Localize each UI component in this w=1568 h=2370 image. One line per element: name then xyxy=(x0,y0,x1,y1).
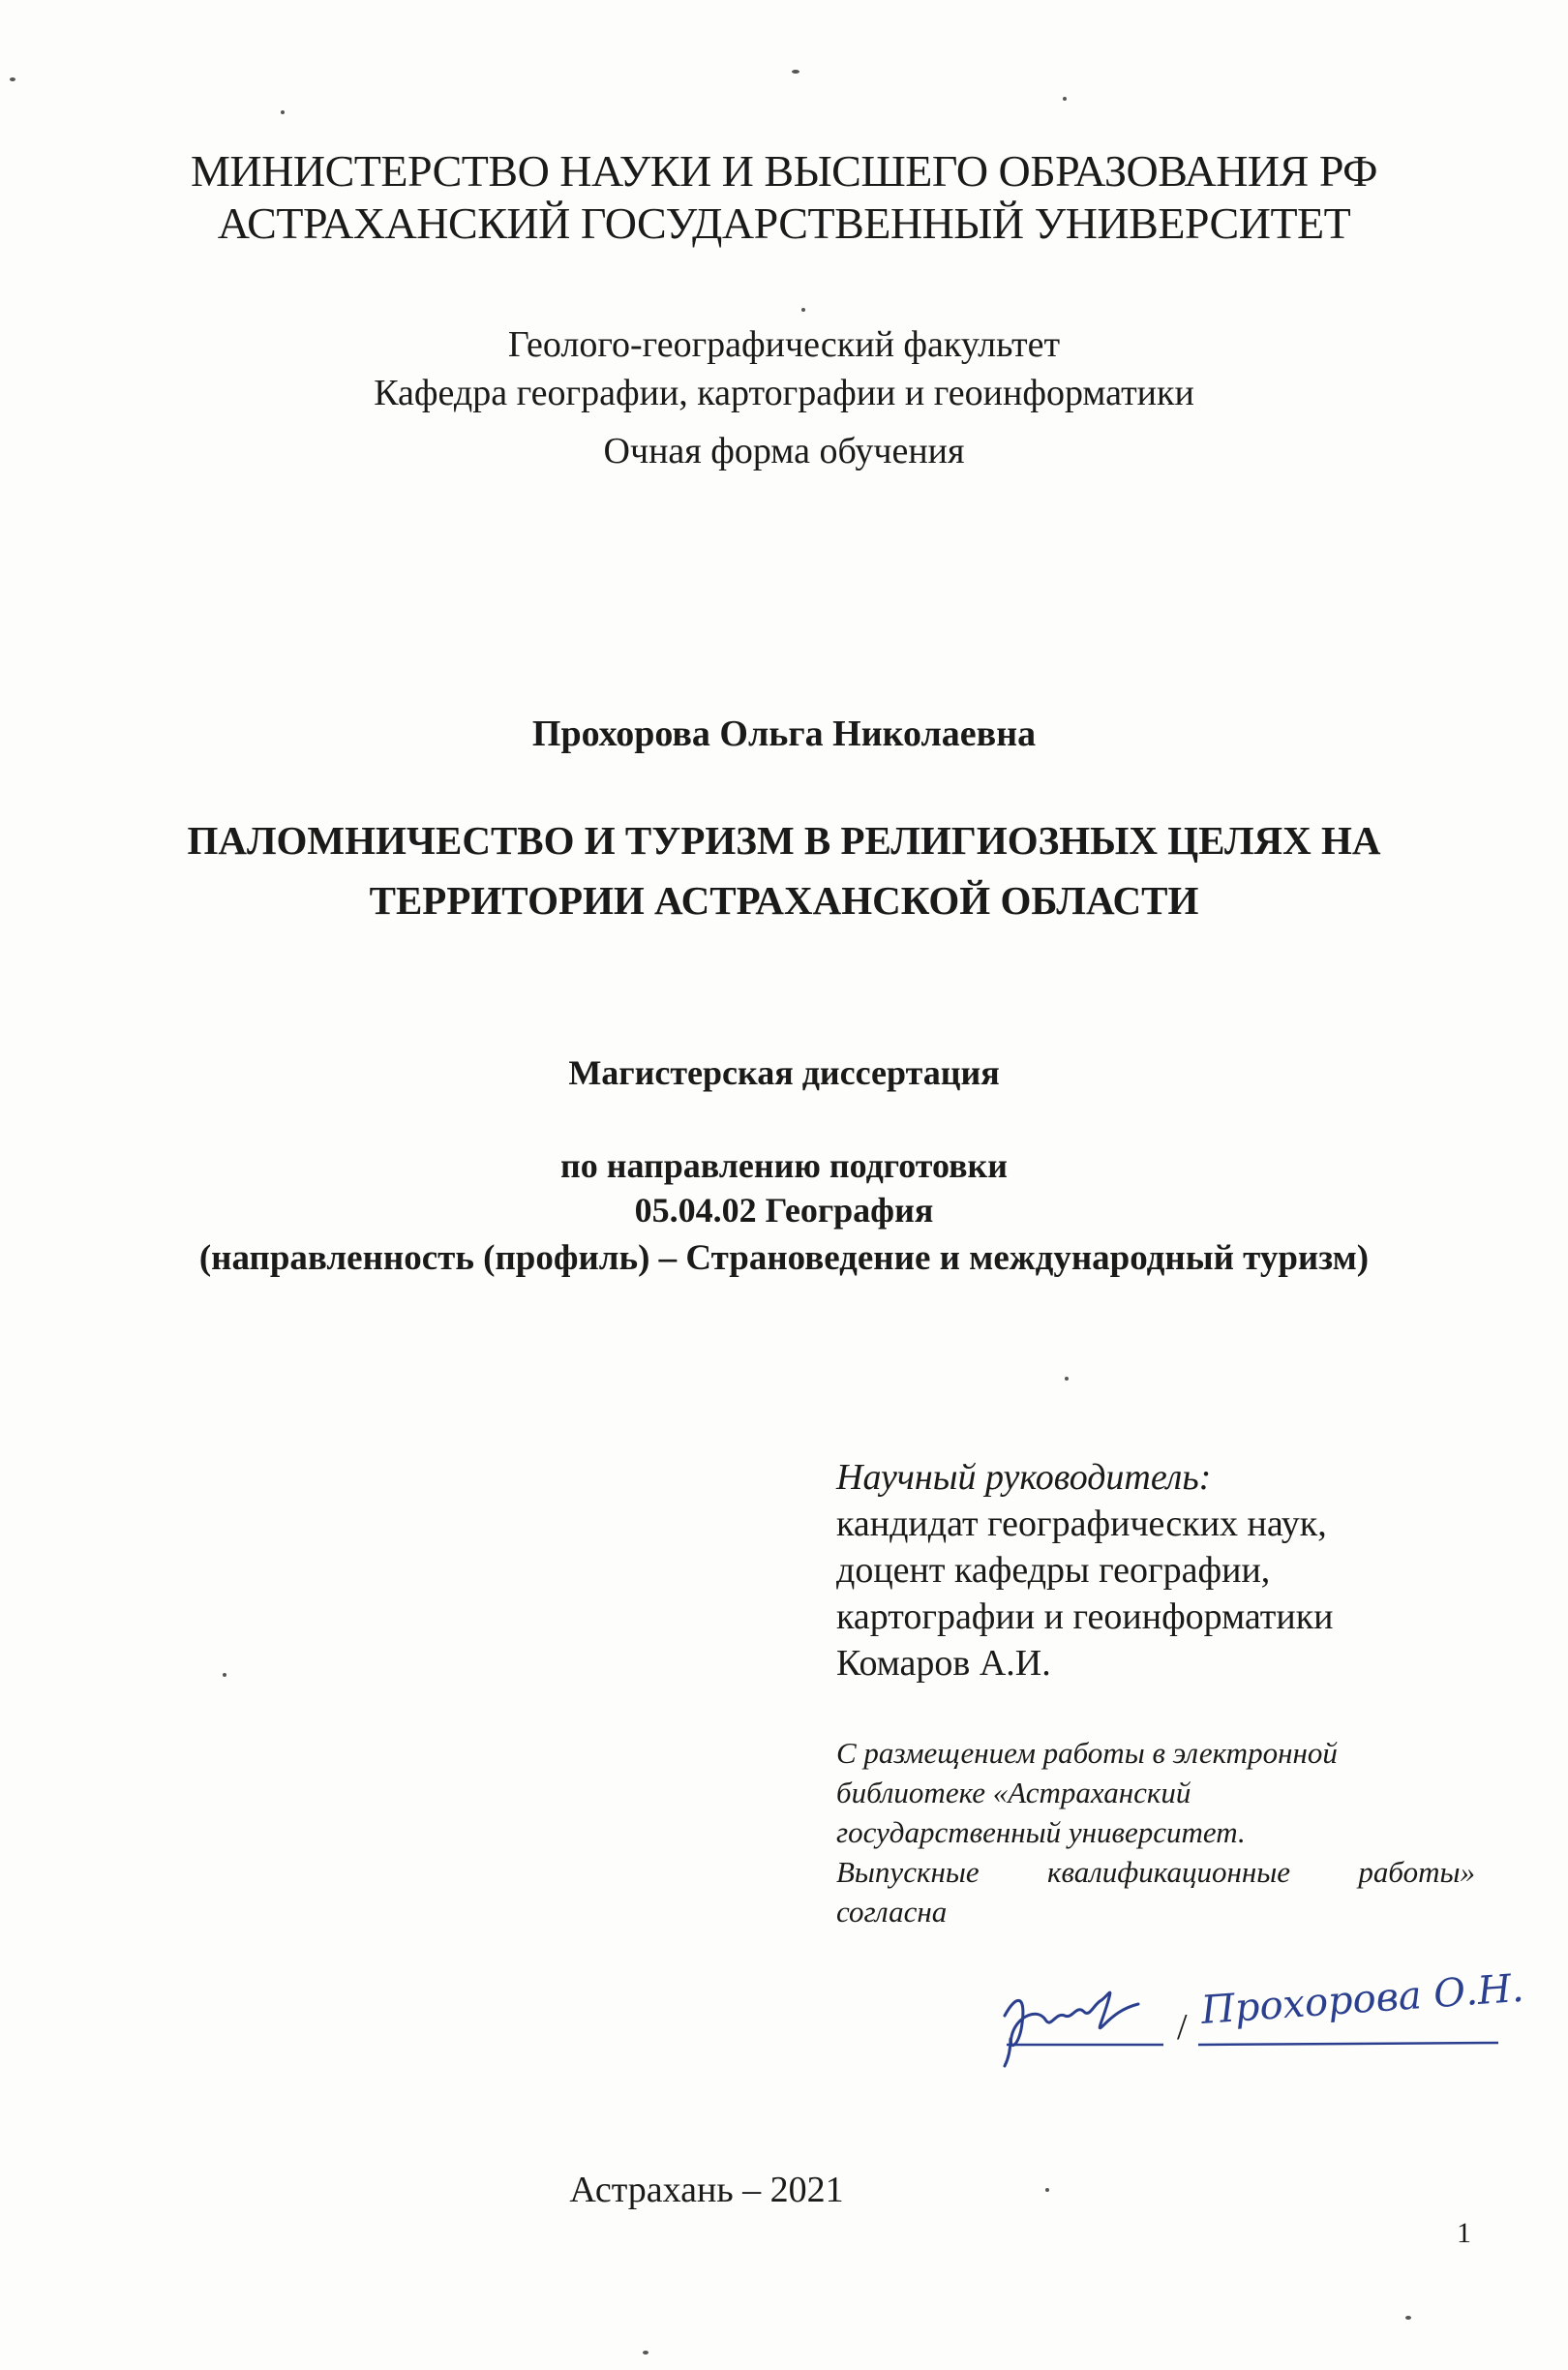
scan-speck xyxy=(1045,2188,1049,2192)
faculty-name: Геолого-географический факультет xyxy=(507,324,1061,365)
scan-speck xyxy=(1405,2316,1411,2320)
scan-speck xyxy=(792,70,799,74)
ministry-heading: МИНИСТЕРСТВО НАУКИ И ВЫСШЕГО ОБРАЗОВАНИЯ РФ xyxy=(191,146,1377,196)
advisor-position-line-1: доцент кафедры географии, xyxy=(836,1550,1271,1591)
signature-separator: / xyxy=(1177,2007,1188,2048)
chair-name: Кафедра географии, картографии и геоинформатики xyxy=(374,373,1194,413)
signature-handwritten-name: Прохорова О.Н. xyxy=(1199,1965,1525,2033)
consent-word-2: квалификационные xyxy=(1047,1855,1291,1889)
consent-line-4 xyxy=(836,1852,1475,1892)
direction-profile: (направленность (профиль) – Страноведение и международный туризм) xyxy=(198,1238,1370,1278)
signature-scribble xyxy=(1005,1992,1138,2046)
scan-speck xyxy=(1063,97,1067,101)
university-heading: АСТРАХАНСКИЙ ГОСУДАРСТВЕННЫЙ УНИВЕРСИТЕТ xyxy=(217,198,1351,248)
consent-block xyxy=(836,1733,1475,1931)
page-number: 1 xyxy=(1457,2217,1471,2249)
scan-speck xyxy=(801,308,805,312)
direction-label: по направлению подготовки xyxy=(559,1146,1009,1185)
work-type: Магистерская диссертация xyxy=(568,1053,1000,1092)
advisor-role: Научный руководитель: xyxy=(836,1457,1212,1498)
advisor-position-line-2: картографии и геоинформатики xyxy=(836,1596,1334,1637)
city-year: Астрахань – 2021 xyxy=(569,2170,844,2210)
direction-code: 05.04.02 География xyxy=(634,1191,934,1230)
consent-word-1: Выпускные xyxy=(836,1855,980,1889)
study-form: Очная форма обучения xyxy=(603,431,965,471)
consent-word-3: работы» xyxy=(1358,1855,1475,1889)
consent-line-1: С размещением работы в электронной xyxy=(836,1736,1338,1770)
advisor-degree: кандидат географических наук, xyxy=(836,1504,1327,1544)
signature-graphic xyxy=(987,1965,1529,2072)
consent-line-2: библиотеке «Астраханский xyxy=(836,1776,1191,1809)
scan-speck xyxy=(643,2351,648,2355)
consent-line-5: согласна xyxy=(836,1895,948,1929)
scan-speck xyxy=(1065,1377,1069,1381)
scan-speck xyxy=(281,110,285,114)
advisor-name: Комаров А.И. xyxy=(836,1643,1051,1684)
thesis-title-line-2: ТЕРРИТОРИИ АСТРАХАНСКОЙ ОБЛАСТИ xyxy=(369,878,1199,923)
author-name: Прохорова Ольга Николаевна xyxy=(531,714,1037,754)
scan-speck xyxy=(223,1673,226,1677)
advisor-block xyxy=(836,1454,1334,1686)
consent-line-3: государственный университет. xyxy=(836,1815,1246,1849)
scan-speck xyxy=(10,77,15,81)
signature-area xyxy=(987,1965,1529,2072)
thesis-title-line-1: ПАЛОМНИЧЕСТВО И ТУРИЗМ В РЕЛИГИОЗНЫХ ЦЕЛЯХ НА xyxy=(187,818,1381,863)
